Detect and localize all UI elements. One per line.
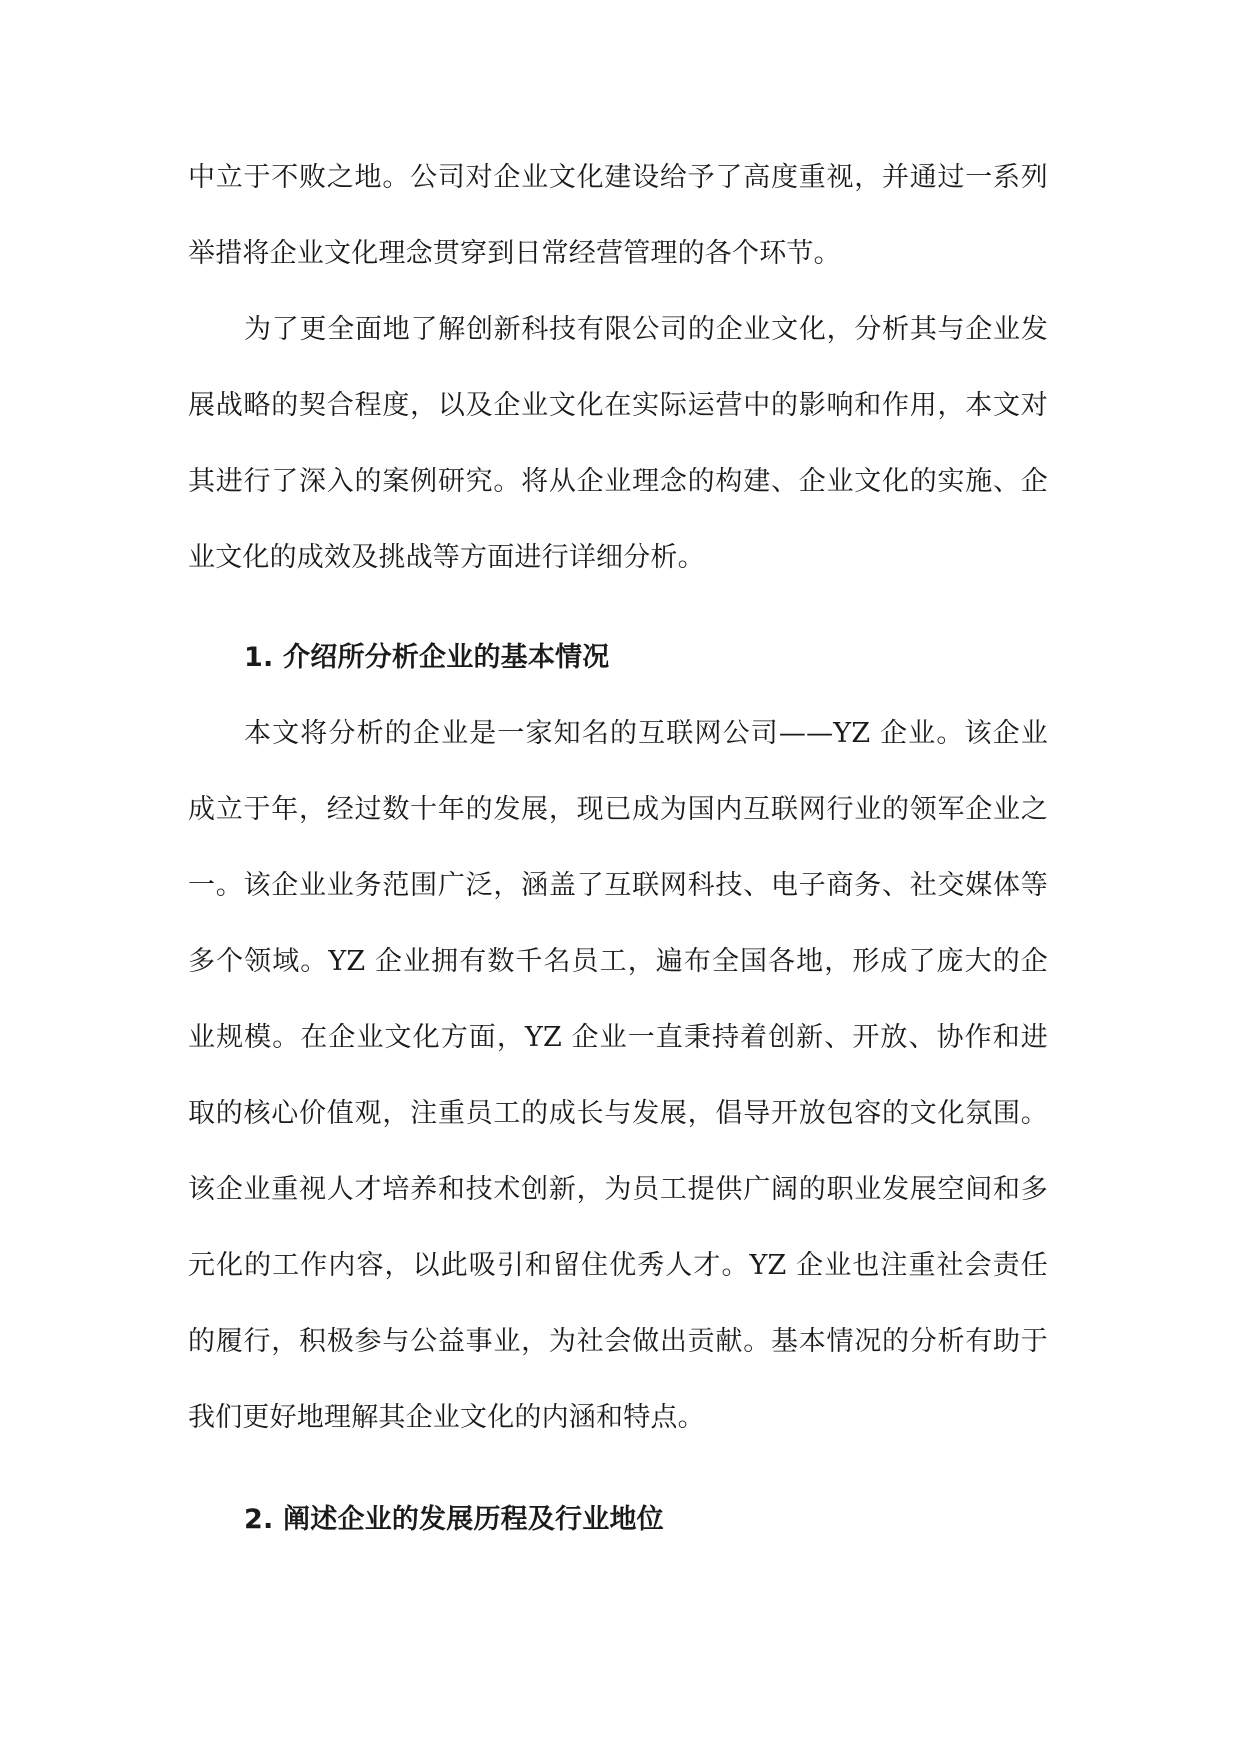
document-body bbox=[188, 140, 1048, 1558]
paragraph-research-purpose: 为了更全面地了解创新科技有限公司的企业文化，分析其与企业发展战略的契合程度，以及企业文化在实际运营中的影响和作用，本文对其进行了深入的案例研究。将从企业理念的构建、企业文化的实施、企业文化的成效及挑战等方面进行详细分析。 bbox=[188, 314, 1048, 573]
paragraph-company-overview: 本文将分析的企业是一家知名的互联网公司——YZ 企业。该企业成立于年，经过数十年的发展，现已成为国内互联网行业的领军企业之一。该企业业务范围广泛，涵盖了互联网科技、电子商务、社交媒体等多个领域。YZ 企业拥有数千名员工，遍布全国各地，形成了庞大的企业规模。在企业文化方面，YZ 企业一直秉持着创新、开放、协作和进取的核心价值观，注重员工的成长与发展，倡导开放包容的文化氛围。该企业重视人才培养和技术创新，为员工提供广阔的职业发展空间和多元化的工作内容，以此吸引和留住优秀人才。YZ 企业也注重社会责任的履行，积极参与公益事业，为社会做出贡献。基本情况的分析有助于我们更好地理解其企业文化的内涵和特点。 bbox=[188, 718, 1048, 1433]
paragraph-continuation: 中立于不败之地。公司对企业文化建设给予了高度重视，并通过一系列举措将企业文化理念贯穿到日常经营管理的各个环节。 bbox=[188, 162, 1048, 269]
section-heading-2: 2. 阐述企业的发展历程及行业地位 bbox=[244, 1504, 664, 1535]
section-heading-1: 1. 介绍所分析企业的基本情况 bbox=[244, 642, 610, 673]
